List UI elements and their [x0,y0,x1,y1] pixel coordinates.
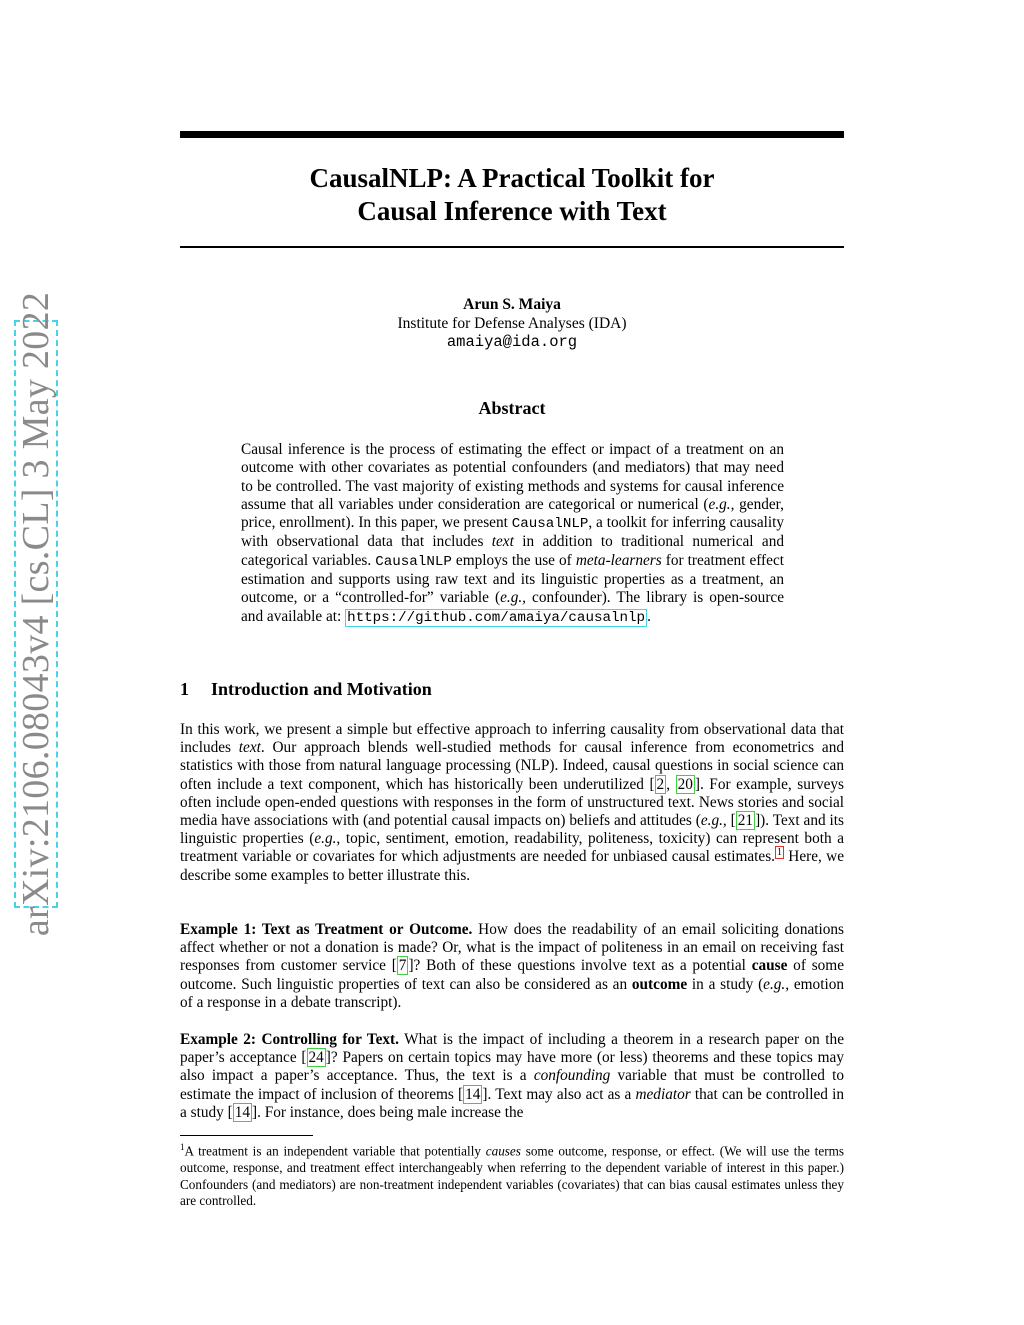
example-2-label: Example 2: Controlling for Text. [180,1031,399,1048]
citation-link[interactable]: 14 [234,1103,250,1121]
example-1-paragraph: Example 1: Text as Treatment or Outcome. How does the readability of an email soliciting donations affect whether or not a donation is made? Or, what is the impact of politeness in an email on receiving fast responses from customer service [ 7 ]? Both of these questions involve text as a potential cause of some outcome. Such linguistic properties of text can also be considered as an outcome in a study (e.g., emotion of a response in a debate transcript). [180,921,845,1011]
section-1-heading [180,679,432,700]
footnote-mark: 1 [180,1142,185,1152]
title-line-1: CausalNLP: A Practical Toolkit for [309,163,715,193]
title-line-2: Causal Inference with Text [357,196,667,226]
paper-title [180,162,844,228]
intro-paragraph: In this work, we present a simple but effective approach to inferring causality from observational data that includes text. Our approach blends well-studied methods for causal inference from econometrics and statistics with those from natural language processing (NLP). Indeed, causal questions in social science can often include a text component, which has historically been underutilized [ 2 , 20 ]. For example, surveys often include open-ended questions with responses in the form of unstructured text. News stories and social media have associations with (and potential causal impacts on) beliefs and attitudes (e.g., [ 21 ]). Text and its linguistic properties (e.g., topic, sentiment, emotion, readability, politeness, toxicity) can represent both a treatment variable or covariates for which adjustments are needed for unbiased causal estimates. $^1$ Here, we describe some examples to better illustrate this. [180,721,844,884]
footnote-link[interactable]: 1 [776,847,782,859]
author-block [180,295,844,352]
causalnlp-code: CausalNLP [511,516,589,533]
footnote-rule [180,1135,313,1136]
citation-link[interactable]: 21 [737,812,754,830]
example-1-label: Example 1: Text as Treatment or Outcome. [180,921,473,938]
causalnlp-code: CausalNLP [375,553,452,570]
arxiv-stamp [14,291,58,937]
author-email[interactable]: amaiya@ida.org [446,333,578,351]
github-link[interactable]: https://github.com/amaiya/causalnlp [347,609,646,626]
footnote-1: $^1$A treatment is an independent variable that potentially causes some outcome, response, or effect. (We will use the terms outcome, response, and treatment effect interchangeably when referring to the dependent variable of interest in this paper.) Confounders (and mediators) are non-treatment independent variables (covariates) that can bias causal estimates unless they are controlled. [180,1142,844,1209]
abstract-body: Causal inference is the process of estimating the effect or impact of a treatment on an outcome with other covariates as potential confounders (and mediators) that may need to be controlled. The vast majority of existing methods and systems for causal inference assume that all variables under consideration are categorical or numerical (e.g., gender, price, enrollment). In this paper, we present CausalNLP, a toolkit for inferring causality with observational data that includes text in addition to traditional numerical and categorical variables. CausalNLP employs the use of meta-learners for treatment effect estimation and supports using raw text and its linguistic properties as a treatment, an outcome, or a “controlled-for” variable (e.g., confounder). The library is open-source and available at: https://github.com/amaiya/causalnlp . [241,441,785,626]
example-2-paragraph: Example 2: Controlling for Text. What is the impact of including a theorem in a research paper on the paper’s acceptance [ 24 ]? Papers on certain topics may have more (or less) theorems and these topics may also impact a paper’s acceptance. Thus, the text is a confounding variable that must be controlled to estimate the impact of inclusion of theorems [ 14 ]. Text may also act as a mediator that can be controlled in a study [ 14 ]. For instance, does being male increase the [180,1031,845,1121]
author-affiliation: Institute for Defense Analyses (IDA) [397,315,627,332]
citation-link[interactable]: 24 [308,1049,324,1067]
section-number: 1 [180,679,189,699]
section-title: Introduction and Motivation [211,679,432,699]
citation-link[interactable]: 2 [656,775,665,793]
citation-link[interactable]: 20 [677,775,693,793]
title-rule-top [180,131,844,138]
citation-link[interactable]: 7 [398,957,407,975]
arxiv-stamp-text: arXiv:2106.08043v4 [cs.CL] 3 May 2022 [15,291,58,937]
citation-link[interactable]: 14 [465,1085,481,1103]
title-rule-bottom [180,246,844,248]
author-name: Arun S. Maiya [463,296,561,313]
abstract-heading: Abstract [478,398,546,418]
